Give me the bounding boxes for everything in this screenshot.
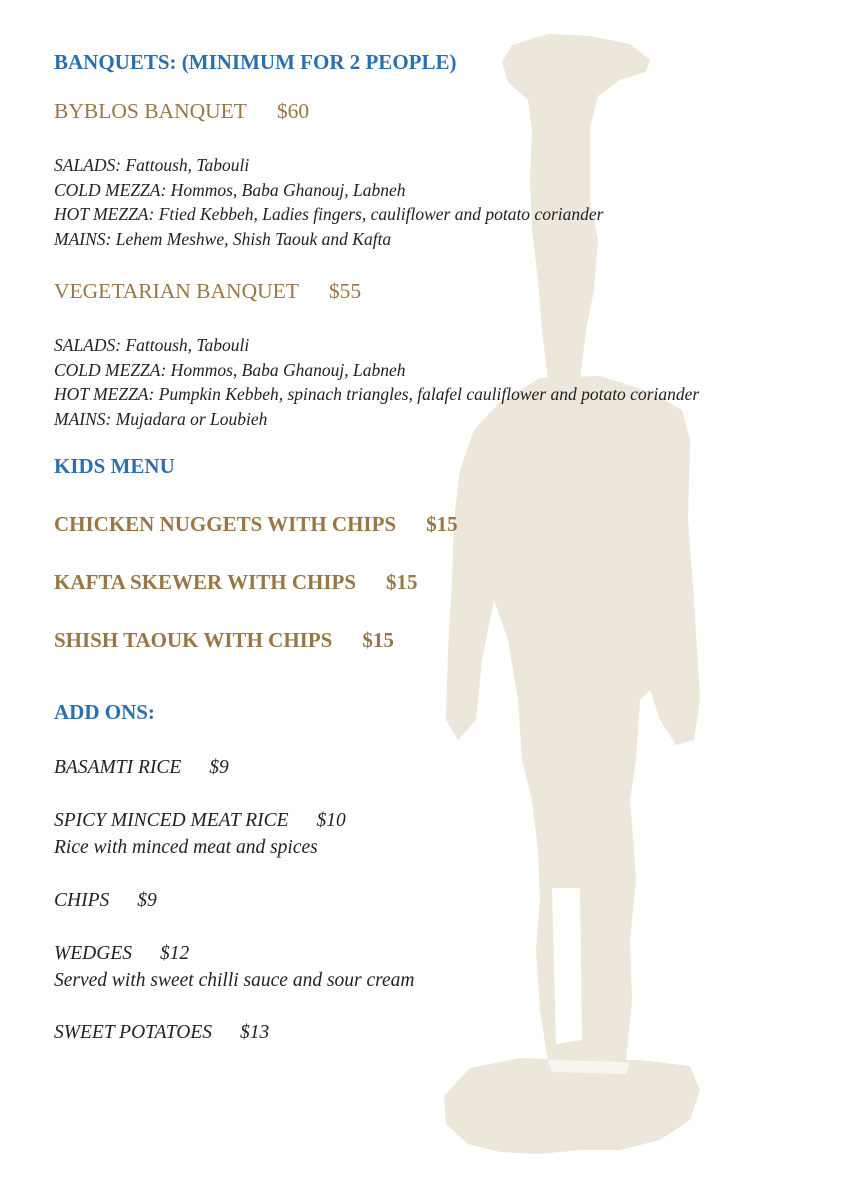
kids-item-price: $15 [362,628,394,652]
kids-item-price: $15 [426,512,458,536]
banquet-line: SALADS: Fattoush, Tabouli [54,335,250,355]
addon-price: $13 [240,1022,270,1043]
vegetarian-banquet-details [54,333,699,431]
kids-item-name: KAFTA SKEWER WITH CHIPS [54,570,357,594]
addon-price: $12 [159,943,190,964]
banquets-heading: BANQUETS: (MINIMUM FOR 2 PEOPLE) [54,50,457,74]
addon-name: WEDGES [54,943,132,964]
addon-name: SPICY MINCED MEAT RICE [54,810,289,831]
addon-item [54,1020,269,1047]
banquet-line: COLD MEZZA: Hommos, Baba Ghanouj, Labneh [54,179,406,200]
banquet-line: COLD MEZZA: Hommos, Baba Ghanouj, Labneh [54,359,406,380]
vegetarian-banquet-title [54,279,361,304]
kids-item-name: SHISH TAOUK WITH CHIPS [54,628,333,652]
addon-name: SWEET POTATOES [54,1022,212,1043]
addon-item [54,808,346,861]
addon-name: BASAMTI RICE [54,757,182,778]
banquet-line: HOT MEZZA: Pumpkin Kebbeh, spinach triangles, falafel cauliflower and potato coriander [54,384,700,404]
banquet-name: BYBLOS BANQUET [54,99,247,123]
byblos-banquet-title [54,99,309,124]
banquet-line: MAINS: Lehem Meshwe, Shish Taouk and Kafta [54,228,392,249]
kids-menu-heading: KIDS MENU [54,454,175,478]
kids-item [54,570,418,595]
addon-price: $9 [137,890,157,911]
addon-price: $9 [209,757,229,778]
kids-item [54,628,394,653]
banquet-line: HOT MEZZA: Ftied Kebbeh, Ladies fingers, cauliflower and potato coriander [54,204,604,224]
kids-item-price: $15 [386,570,418,594]
addon-item [54,888,157,915]
addon-description: Rice with minced meat and spices [54,836,318,858]
addon-item [54,941,415,994]
banquet-price: $55 [328,279,362,303]
byblos-banquet-details [54,153,603,251]
banquet-line: MAINS: Mujadara or Loubieh [54,408,268,429]
banquet-line: SALADS: Fattoush, Tabouli [54,155,250,175]
addon-price: $10 [316,810,346,831]
addon-name: CHIPS [54,890,110,911]
add-ons-heading: ADD ONS: [54,700,155,724]
banquet-price: $60 [276,99,310,123]
kids-item [54,512,458,537]
kids-item-name: CHICKEN NUGGETS WITH CHIPS [54,512,397,536]
addon-item [54,755,229,782]
banquet-name: VEGETARIAN BANQUET [54,279,299,303]
addon-description: Served with sweet chilli sauce and sour cream [54,969,415,991]
